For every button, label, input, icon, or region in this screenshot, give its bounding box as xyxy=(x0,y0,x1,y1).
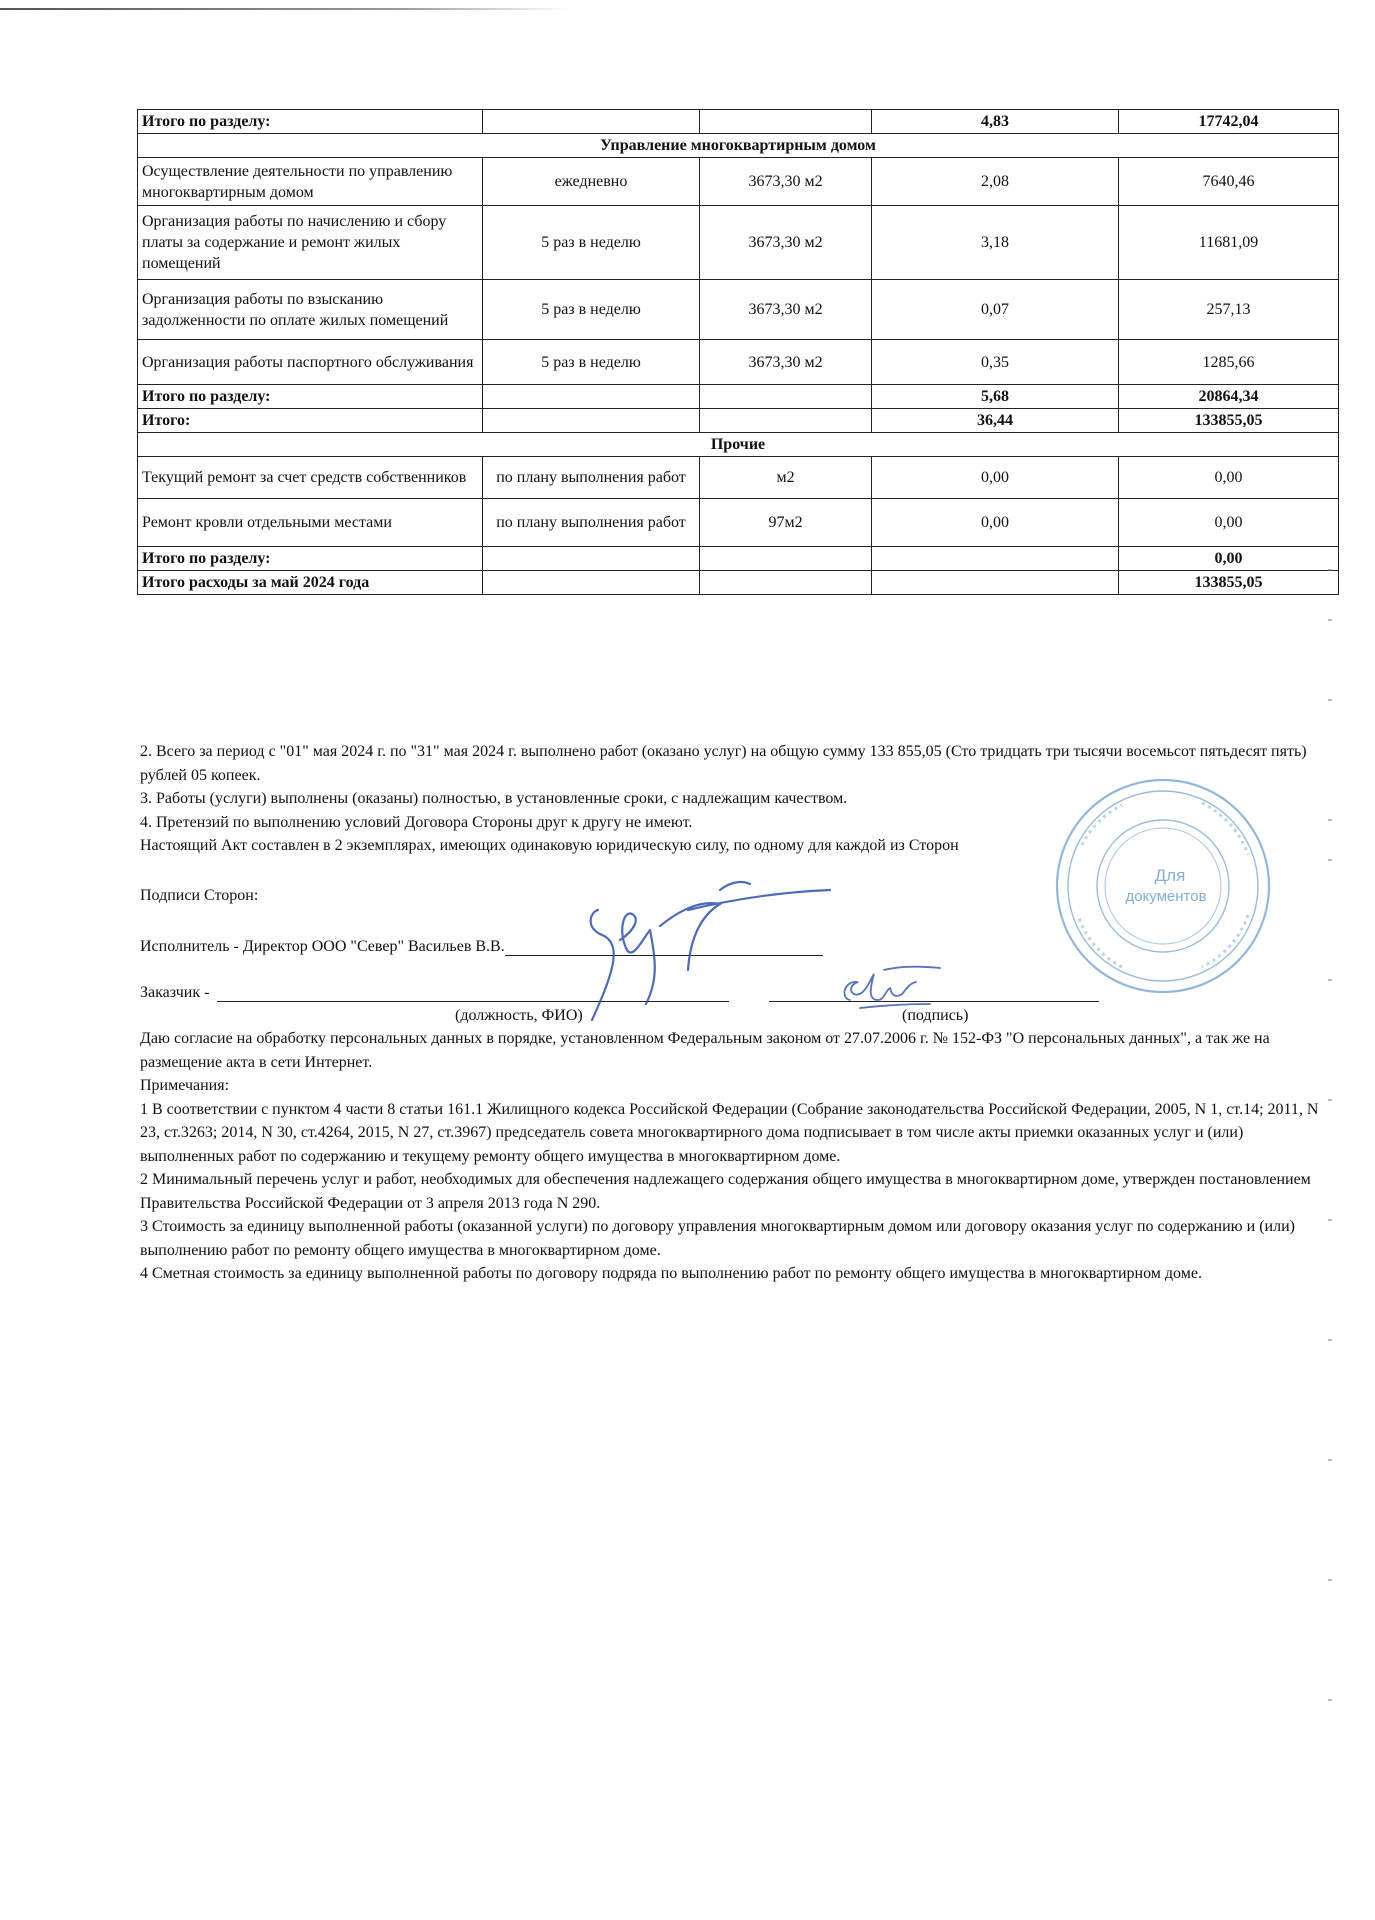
table-row xyxy=(138,206,1339,280)
table-row xyxy=(138,340,1339,385)
stamp-text-2: документов xyxy=(1125,888,1207,905)
table-row xyxy=(138,280,1339,340)
total-row xyxy=(138,571,1339,595)
expenses-table xyxy=(137,109,1339,595)
customer-signature xyxy=(830,960,950,1020)
quantity-cell: 3673,30 м2 xyxy=(700,280,872,340)
row-name-cell: Организация работы паспортного обслуживания xyxy=(138,340,483,385)
total-row xyxy=(138,409,1339,433)
rate-cell: 0,00 xyxy=(872,457,1119,499)
section-title: Прочие xyxy=(138,433,1339,457)
quantity-cell: 3673,30 м2 xyxy=(700,206,872,280)
customer-label: Заказчик - xyxy=(140,984,210,1001)
section-title: Управление многоквартирным домом xyxy=(138,134,1339,158)
row-name-cell: Итого по разделу: xyxy=(138,110,483,134)
quantity-cell xyxy=(700,110,872,134)
total-row xyxy=(138,385,1339,409)
sum-cell: 1285,66 xyxy=(1119,340,1339,385)
row-name-cell: Итого по разделу: xyxy=(138,385,483,409)
round-stamp xyxy=(1052,775,1274,997)
rate-cell: 4,83 xyxy=(872,110,1119,134)
sum-cell: 0,00 xyxy=(1119,499,1339,547)
sum-cell: 0,00 xyxy=(1119,547,1339,571)
rate-cell: 36,44 xyxy=(872,409,1119,433)
scan-edge-line xyxy=(0,8,570,10)
paragraph-quality: 3. Работы (услуги) выполнены (оказаны) полностью, в установленные сроки, с надлежащим качеством. xyxy=(140,790,848,807)
notes-block xyxy=(140,1027,1340,1286)
table-row xyxy=(138,158,1339,206)
section-header-row xyxy=(138,134,1339,158)
frequency-cell xyxy=(483,571,700,595)
note-3: 3 Стоимость за единицу выполненной работы (оказанной услуги) по договору управления многоквартирным домом или договору оказания услуг по содержанию и (или) выполнению работ по ремонту общего имущества в многоквартирном доме. xyxy=(140,1218,1295,1259)
frequency-cell: 5 раз в неделю xyxy=(483,280,700,340)
row-name-cell: Организация работы по начислению и сбору платы за содержание и ремонт жилых помещений xyxy=(138,206,483,280)
rate-cell: 0,00 xyxy=(872,499,1119,547)
caption-signature: (подпись) xyxy=(902,1007,969,1024)
scan-margin-marks xyxy=(1326,560,1334,1860)
frequency-cell: 5 раз в неделю xyxy=(483,340,700,385)
rate-cell: 0,07 xyxy=(872,280,1119,340)
table-row xyxy=(138,499,1339,547)
rate-cell: 3,18 xyxy=(872,206,1119,280)
paragraph-no-claims: 4. Претензий по выполнению условий Договора Стороны друг к другу не имеют. xyxy=(140,813,693,831)
quantity-cell: 3673,30 м2 xyxy=(700,158,872,206)
paragraph-total-amount: 2. Всего за период с "01" мая 2024 г. по "31" мая 2024 г. выполнено работ (оказано услуг) на общую сумму 133 855,05 (Сто тридцать три тысячи восемьсот пятьдесят пять) рублей 05 копеек. xyxy=(140,743,1307,784)
paragraph-copies: Настоящий Акт составлен в 2 экземплярах, имеющих одинаковую юридическую силу, по одному для каждой из Сторон xyxy=(140,837,959,854)
quantity-cell xyxy=(700,385,872,409)
note-2: 2 Минимальный перечень услуг и работ, необходимых для обеспечения надлежащего содержания общего имущества в многоквартирном доме, утвержден постановлением Правительства Российской Федерации от 3 апреля 2013 года N 290. xyxy=(140,1171,1311,1212)
note-4: 4 Сметная стоимость за единицу выполненной работы по договору подряда по выполнению работ по ремонту общего имущества в многоквартирном доме. xyxy=(140,1265,1202,1282)
note-1: 1 В соответствии с пунктом 4 части 8 статьи 161.1 Жилищного кодекса Российской Федерации (Собрание законодательства Российской Федерации, 2005, N 1, ст.14; 2011, N 23, ст.3263; 2014, N 30, ст.4264, 2015, N 27, ст.3967) председатель совета многоквартирного дома подписывает в том числе акты приемки оказанных услуг и (или) выполненных работ по содержанию и текущему ремонту общего имущества в многоквартирном доме. xyxy=(140,1100,1319,1165)
quantity-cell: 97м2 xyxy=(700,499,872,547)
total-row xyxy=(138,110,1339,134)
frequency-cell xyxy=(483,547,700,571)
rate-cell: 2,08 xyxy=(872,158,1119,206)
row-name-cell: Итого расходы за май 2024 года xyxy=(138,571,483,595)
row-name-cell: Итого: xyxy=(138,409,483,433)
rate-cell xyxy=(872,571,1119,595)
signatures-title: Подписи Сторон: xyxy=(140,887,259,904)
executor-signature xyxy=(580,870,840,1030)
rate-cell: 5,68 xyxy=(872,385,1119,409)
sum-cell: 133855,05 xyxy=(1119,571,1339,595)
rate-cell xyxy=(872,547,1119,571)
sum-cell: 17742,04 xyxy=(1119,110,1339,134)
frequency-cell xyxy=(483,385,700,409)
caption-position: (должность, ФИО) xyxy=(455,1007,583,1024)
row-name-cell: Итого по разделу: xyxy=(138,547,483,571)
quantity-cell: 3673,30 м2 xyxy=(700,340,872,385)
sum-cell: 0,00 xyxy=(1119,457,1339,499)
total-row xyxy=(138,547,1339,571)
sum-cell: 20864,34 xyxy=(1119,385,1339,409)
quantity-cell xyxy=(700,409,872,433)
table-row xyxy=(138,457,1339,499)
quantity-cell xyxy=(700,547,872,571)
frequency-cell xyxy=(483,409,700,433)
executor-label: Исполнитель - Директор ООО "Север" Васильев В.В. xyxy=(140,938,505,955)
frequency-cell: ежедневно xyxy=(483,158,700,206)
row-name-cell: Организация работы по взысканию задолженности по оплате жилых помещений xyxy=(138,280,483,340)
row-name-cell: Текущий ремонт за счет средств собственников xyxy=(138,457,483,499)
row-name-cell: Ремонт кровли отдельными местами xyxy=(138,499,483,547)
frequency-cell: 5 раз в неделю xyxy=(483,206,700,280)
sum-cell: 7640,46 xyxy=(1119,158,1339,206)
stamp-text-1: Для xyxy=(1154,866,1186,885)
notes-title: Примечания: xyxy=(140,1077,230,1094)
quantity-cell: м2 xyxy=(700,457,872,499)
quantity-cell xyxy=(700,571,872,595)
section-header-row xyxy=(138,433,1339,457)
frequency-cell: по плану выполнения работ xyxy=(483,499,700,547)
expenses-table-body xyxy=(138,110,1339,595)
consent-paragraph: Даю согласие на обработку персональных данных в порядке, установленном Федеральным законом от 27.07.2006 г. № 152-ФЗ "О персональных данных", а так же на размещение акта в сети Интернет. xyxy=(140,1030,1270,1071)
frequency-cell xyxy=(483,110,700,134)
sum-cell: 11681,09 xyxy=(1119,206,1339,280)
frequency-cell: по плану выполнения работ xyxy=(483,457,700,499)
sum-cell: 257,13 xyxy=(1119,280,1339,340)
rate-cell: 0,35 xyxy=(872,340,1119,385)
row-name-cell: Осуществление деятельности по управлению многоквартирным домом xyxy=(138,158,483,206)
sum-cell: 133855,05 xyxy=(1119,409,1339,433)
